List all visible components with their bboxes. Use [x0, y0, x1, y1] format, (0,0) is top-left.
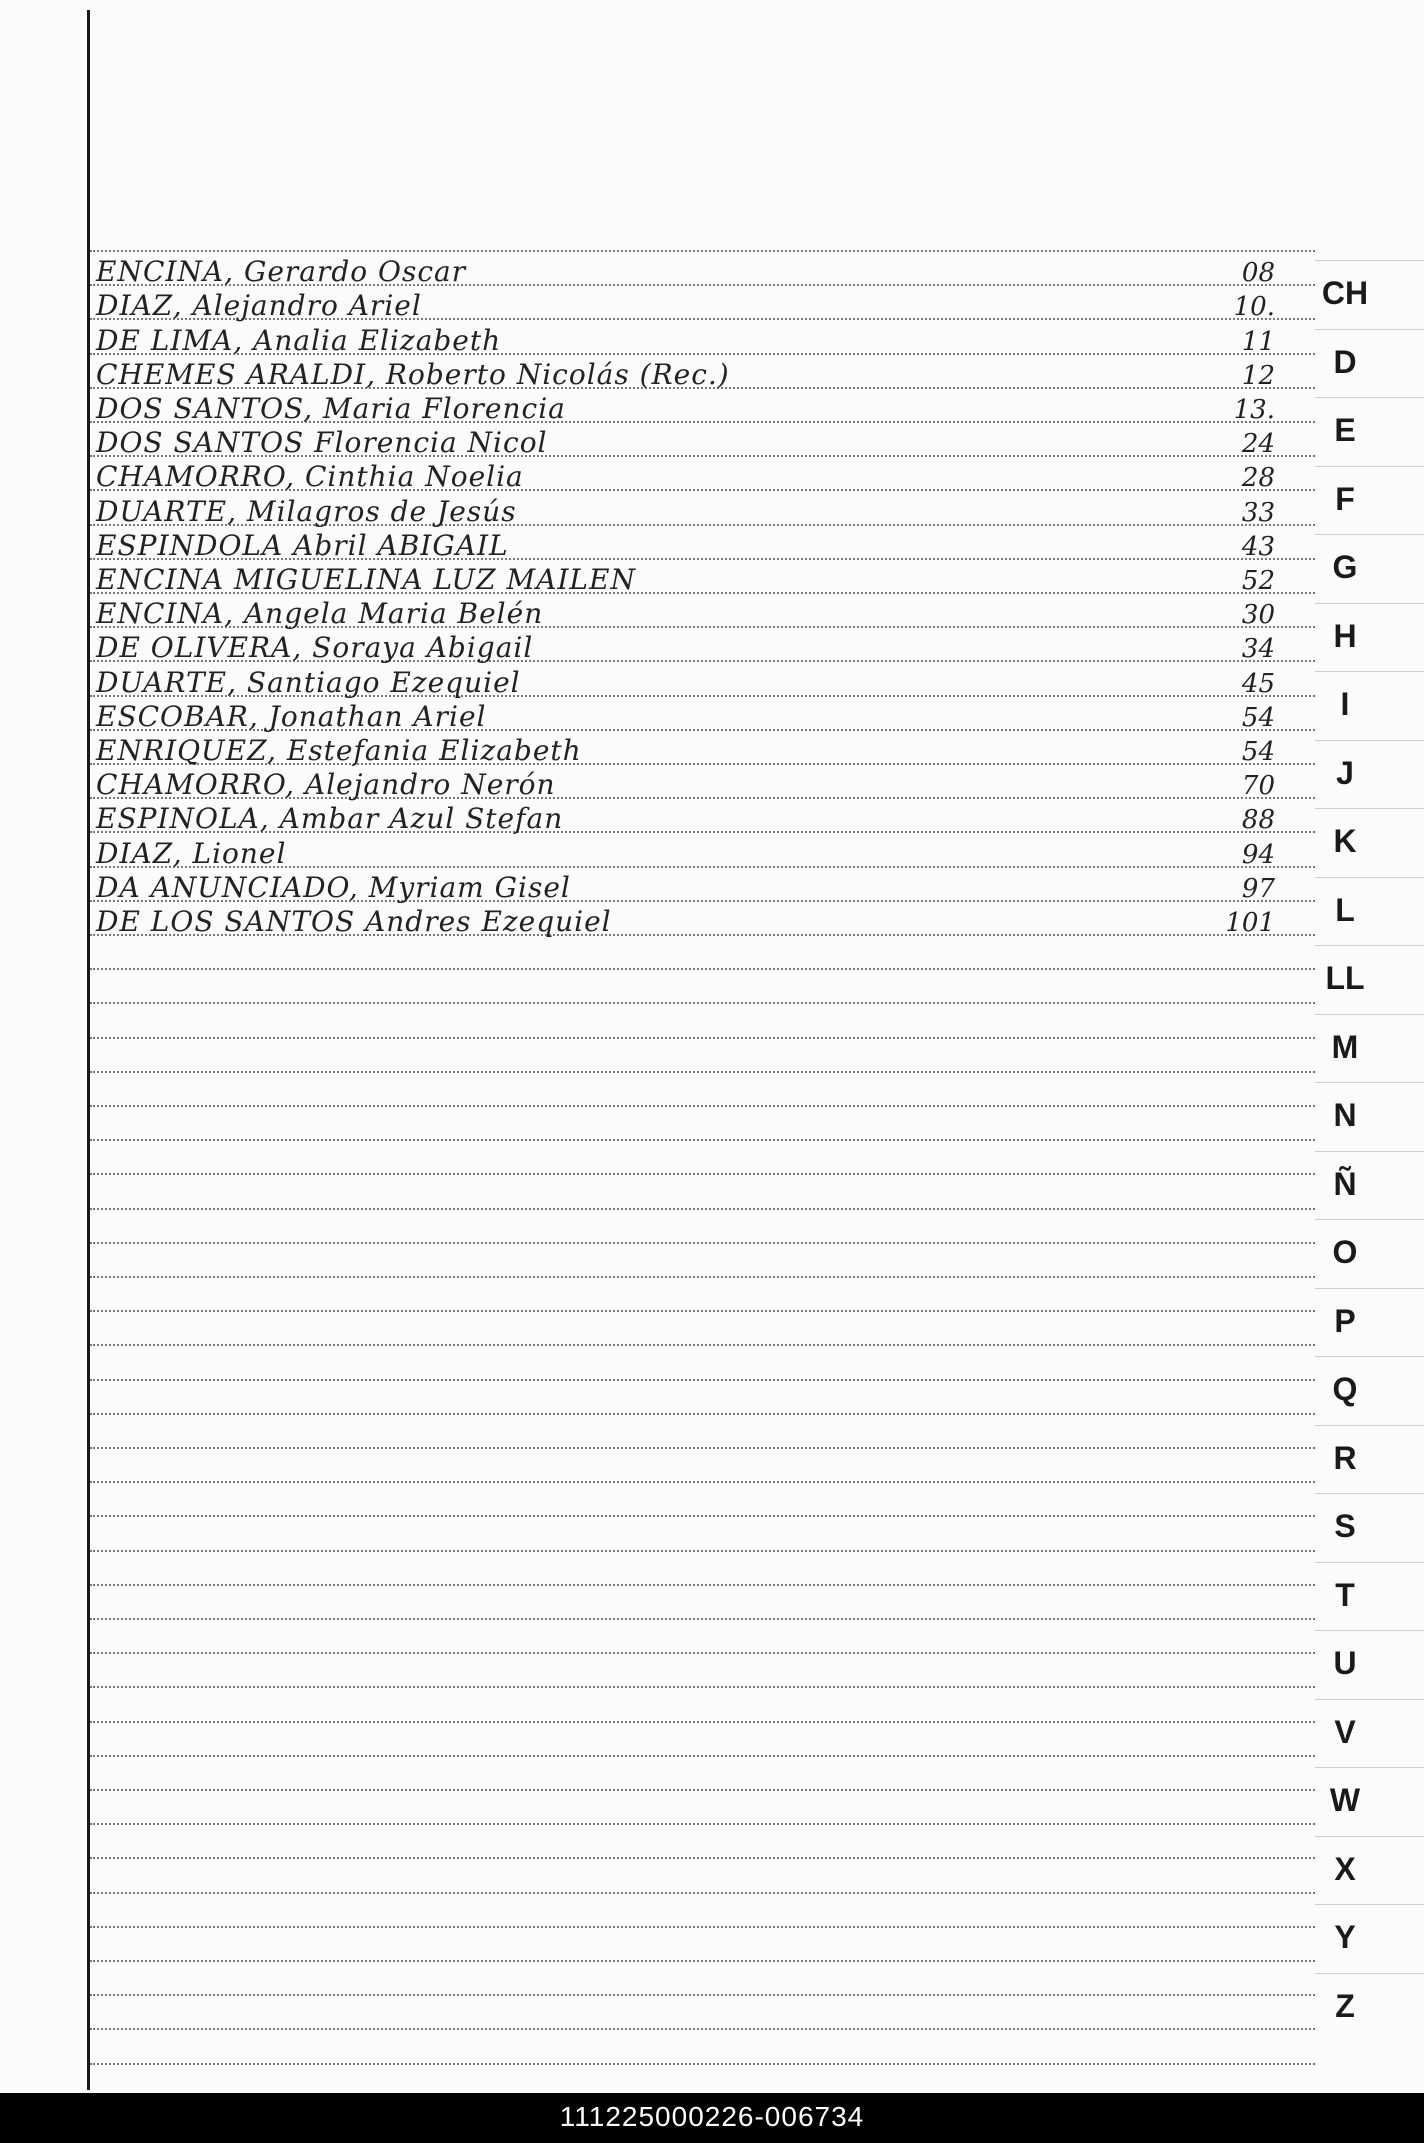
index-tab-letter: D: [1333, 343, 1357, 380]
index-tab-5: [1315, 603, 1424, 672]
list-item: [90, 735, 1315, 769]
ruled-line: [90, 1618, 1315, 1620]
index-tab-4: [1315, 534, 1424, 603]
index-tab-letter: U: [1333, 1645, 1357, 1681]
ruled-line: [90, 1413, 1315, 1415]
ruled-line: [90, 1857, 1315, 1859]
ruled-line: [90, 1755, 1315, 1757]
index-tab-7: [1315, 740, 1424, 809]
list-item: [90, 359, 1315, 393]
list-item: [90, 769, 1315, 803]
index-tab-letter: R: [1333, 1439, 1357, 1476]
ruled-line: [90, 1276, 1315, 1278]
ruled-line: [90, 1071, 1315, 1073]
entry-number: 52: [1241, 566, 1275, 596]
index-tab-8: [1315, 808, 1424, 877]
index-tab-12: [1315, 1082, 1424, 1151]
index-tab-letter: V: [1334, 1713, 1356, 1750]
ruled-line: [90, 1037, 1315, 1039]
entry-number: 28: [1241, 463, 1275, 494]
ruled-line: [90, 2063, 1315, 2065]
entry-name: ENCINA MIGUELINA LUZ MAILEN: [96, 563, 636, 596]
entry-number: 94: [1241, 839, 1275, 870]
entry-name: DIAZ, Alejandro Ariel: [96, 289, 422, 323]
list-item: [90, 325, 1315, 359]
entry-name: DA ANUNCIADO, Myriam Gisel: [96, 870, 571, 904]
document-code: 111225000226-006734: [559, 2101, 865, 2132]
list-item: [90, 598, 1315, 632]
alphabet-index-tabs: [1315, 260, 1424, 2050]
list-item: [90, 803, 1315, 837]
list-item: [90, 496, 1315, 530]
entry-number: 34: [1241, 634, 1275, 665]
entry-name: DOS SANTOS Florencia Nicol: [96, 426, 548, 460]
index-tab-letter: LL: [1325, 960, 1365, 996]
index-tab-22: [1315, 1767, 1424, 1836]
entry-number: 08: [1241, 258, 1275, 289]
index-tab-letter: Y: [1334, 1919, 1356, 1955]
index-tab-letter: F: [1335, 480, 1355, 517]
entry-number: 88: [1241, 805, 1275, 836]
list-item: [90, 632, 1315, 666]
ruled-line: [90, 1652, 1315, 1654]
entry-name: DOS SANTOS, Maria Florencia: [96, 392, 566, 425]
entry-name: DUARTE, Milagros de Jesús: [96, 494, 517, 528]
index-tab-letter: E: [1334, 412, 1356, 448]
ruled-line: [90, 1002, 1315, 1004]
ruled-line: [90, 1379, 1315, 1381]
index-tab-2: [1315, 397, 1424, 466]
ruled-line: [90, 1344, 1315, 1346]
index-tab-letter: T: [1335, 1576, 1355, 1613]
entry-number: 12: [1241, 360, 1275, 391]
entry-name: DIAZ, Lionel: [96, 836, 287, 870]
index-tab-letter: Q: [1332, 1371, 1358, 1407]
ruled-line: [90, 1892, 1315, 1894]
index-tab-letter: S: [1334, 1508, 1356, 1544]
entry-name: ENCINA, Angela Maria Belén: [96, 597, 544, 631]
index-tab-letter: G: [1332, 549, 1358, 585]
index-tab-letter: L: [1335, 891, 1355, 928]
entry-number: 45: [1241, 668, 1275, 699]
index-tab-letter: J: [1336, 754, 1354, 791]
list-item: [90, 667, 1315, 701]
ruled-line: [90, 1994, 1315, 1996]
entry-name: CHAMORRO, Cinthia Noelia: [96, 460, 524, 494]
list-item: [90, 393, 1315, 427]
entry-number: 43: [1241, 531, 1275, 562]
ruled-line: [90, 1481, 1315, 1483]
ruled-line: [90, 1721, 1315, 1723]
ruled-line: [90, 1686, 1315, 1688]
index-tab-20: [1315, 1630, 1424, 1699]
index-tab-letter: H: [1333, 617, 1357, 654]
entry-number: 11: [1241, 326, 1275, 357]
index-tab-letter: W: [1329, 1782, 1361, 1818]
ruled-line: [90, 1310, 1315, 1312]
entry-number: 30: [1241, 600, 1275, 631]
index-tab-19: [1315, 1562, 1424, 1631]
entry-number: 13.: [1233, 395, 1275, 425]
index-tab-13: [1315, 1151, 1424, 1220]
index-tab-letter: X: [1334, 1850, 1356, 1887]
entry-name: DE OLIVERA, Soraya Abigail: [96, 631, 534, 665]
entry-name: DE LIMA, Analia Elizabeth: [96, 323, 502, 357]
list-item: [90, 872, 1315, 906]
list-item: [90, 427, 1315, 461]
index-tab-letter: M: [1331, 1028, 1359, 1065]
ruled-line: [90, 2028, 1315, 2030]
ruled-line: [90, 250, 1315, 252]
list-item: [90, 256, 1315, 290]
footer-bar: [0, 2093, 1424, 2143]
entry-number: 101: [1225, 908, 1275, 938]
index-tab-9: [1315, 877, 1424, 946]
list-item: [90, 461, 1315, 495]
list-item: [90, 906, 1315, 940]
index-tab-16: [1315, 1356, 1424, 1425]
index-tab-letter: O: [1332, 1234, 1358, 1270]
index-tab-letter: N: [1333, 1097, 1357, 1133]
index-tab-1: [1315, 329, 1424, 398]
entry-name: ESPINDOLA Abril ABIGAIL: [96, 528, 509, 562]
ruled-line: [90, 1173, 1315, 1175]
entry-name: ESCOBAR, Jonathan Ariel: [96, 699, 487, 733]
index-tab-11: [1315, 1014, 1424, 1083]
index-tab-letter: P: [1334, 1302, 1356, 1339]
index-tab-17: [1315, 1425, 1424, 1494]
ruled-line: [90, 1105, 1315, 1107]
entry-number: 97: [1241, 873, 1275, 904]
index-tab-0: [1315, 260, 1424, 329]
ruled-line: [90, 1447, 1315, 1449]
index-tab-18: [1315, 1493, 1424, 1562]
index-tab-letter: CH: [1321, 275, 1369, 311]
entry-number: 54: [1241, 737, 1275, 767]
index-tab-15: [1315, 1288, 1424, 1357]
list-item: [90, 701, 1315, 735]
entry-number: 33: [1241, 497, 1275, 528]
index-tab-24: [1315, 1904, 1424, 1973]
ruled-line: [90, 1515, 1315, 1517]
index-tab-25: [1315, 1973, 1424, 2042]
index-tab-letter: Ñ: [1333, 1165, 1357, 1202]
entry-name: DUARTE, Santiago Ezequiel: [96, 665, 521, 699]
list-item: [90, 530, 1315, 564]
entry-number: 70: [1241, 771, 1275, 802]
index-tab-letter: I: [1340, 686, 1350, 722]
index-tab-14: [1315, 1219, 1424, 1288]
index-tab-21: [1315, 1699, 1424, 1768]
ruled-line: [90, 1960, 1315, 1962]
ruled-line: [90, 1789, 1315, 1791]
ruled-line: [90, 1584, 1315, 1586]
index-tab-letter: K: [1333, 823, 1357, 859]
index-tab-10: [1315, 945, 1424, 1014]
list-item: [90, 838, 1315, 872]
ruled-line: [90, 1242, 1315, 1244]
entry-name: CHAMORRO, Alejandro Nerón: [96, 768, 556, 802]
ruled-area: [90, 250, 1315, 2090]
entry-name: CHEMES ARALDI, Roberto Nicolás (Rec.): [96, 357, 730, 391]
entry-name: ENCINA, Gerardo Oscar: [96, 255, 467, 289]
list-item: [90, 290, 1315, 324]
index-tab-6: [1315, 671, 1424, 740]
index-tab-3: [1315, 466, 1424, 535]
entry-number: 24: [1241, 429, 1275, 460]
index-tab-letter: Z: [1335, 1987, 1355, 2024]
ruled-line: [90, 1926, 1315, 1928]
ruled-line: [90, 1550, 1315, 1552]
list-item: [90, 564, 1315, 598]
entry-name: ESPINOLA, Ambar Azul Stefan: [96, 802, 564, 836]
entry-name: ENRIQUEZ, Estefania Elizabeth: [96, 734, 582, 767]
ruled-line: [90, 1208, 1315, 1210]
index-tab-23: [1315, 1836, 1424, 1905]
entry-name: DE LOS SANTOS Andres Ezequiel: [96, 905, 612, 938]
ruled-line: [90, 1823, 1315, 1825]
entry-number: 10.: [1233, 292, 1275, 323]
ruled-line: [90, 968, 1315, 970]
ruled-line: [90, 1139, 1315, 1141]
entry-number: 54: [1241, 702, 1275, 733]
